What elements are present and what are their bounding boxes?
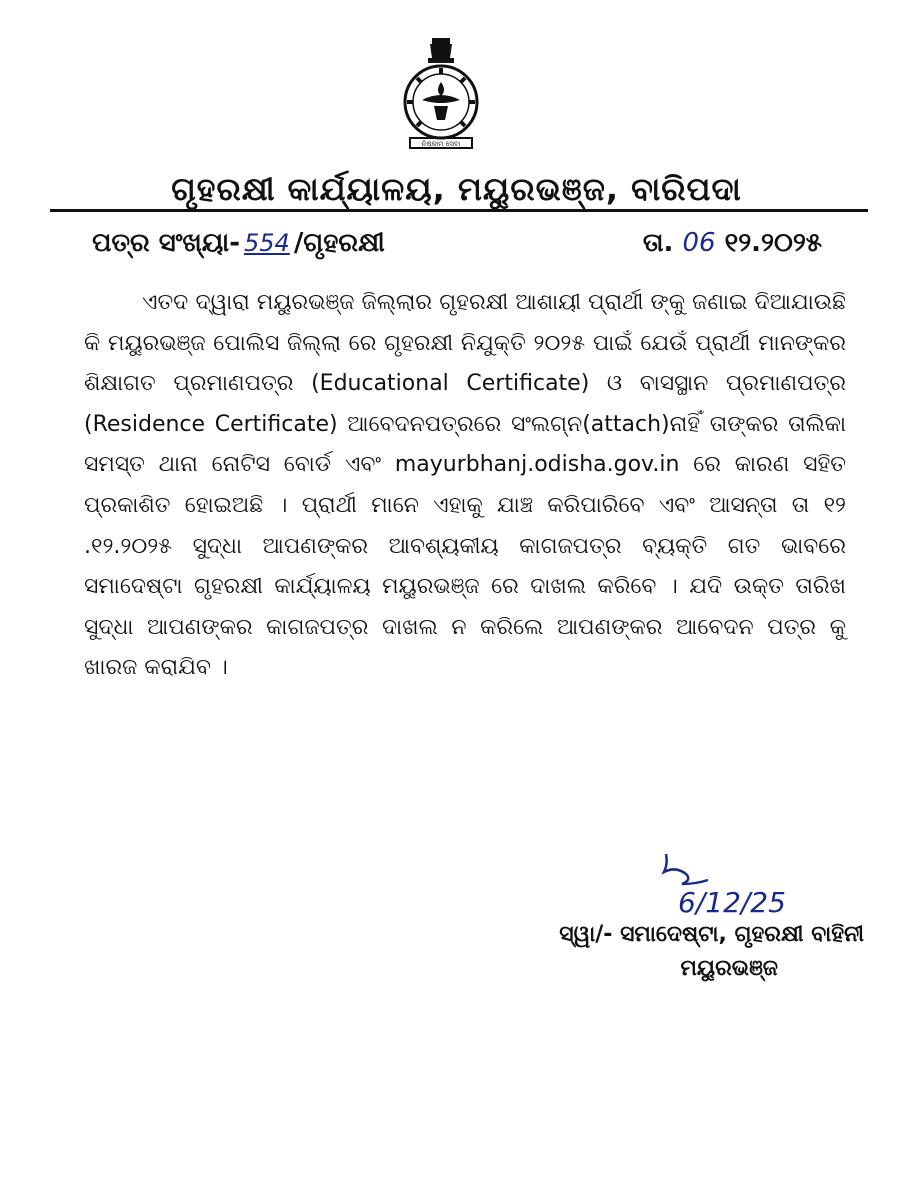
letter-date-rest: ୧୨.୨୦୨୫ <box>724 228 822 258</box>
reference-line <box>92 228 822 264</box>
letter-number <box>92 228 385 259</box>
letter-number-suffix: /ଗୃହରକ୍ଷୀ <box>293 228 385 258</box>
signatory-designation: ସ୍ୱା/- ସମାଦେଷ୍ଟା, ଗୃହରକ୍ଷୀ ବାହିନୀ <box>559 922 864 947</box>
letter-date-day: 06 <box>682 228 716 258</box>
letter-number-value: 554 <box>244 229 290 257</box>
signature <box>648 846 798 926</box>
emblem-motto: ନିଷ୍କାମ ସେବା <box>421 140 461 148</box>
office-title: ଗୃହରକ୍ଷୀ କାର୍ଯ୍ୟାଳୟ, ମୟୁରଭଞ୍ଜ, ବାରିପଦା <box>171 170 742 208</box>
letter-date-prefix: ତା. <box>642 228 674 258</box>
police-emblem-icon <box>386 34 496 156</box>
letter-date <box>643 228 822 259</box>
signature-date: 6/12/25 <box>678 886 786 919</box>
signatory-place: ମୟୁରଭଞ୍ଜ <box>680 956 778 981</box>
notice-paragraph: ଏତଦ ଦ୍ୱାରା ମୟୁରଭଞ୍ଜ ଜିଲ୍ଲାର ଗୃହରକ୍ଷୀ ଆଶାୟୀ ପ୍ରାର୍ଥୀ ଙ୍କୁ ଜଣାଇ ଦିଆଯାଉଛି କି ମୟୁରଭଞ୍ଜ ପୋଲିସ ଜିଲ୍ଲା ରେ ଗୃହରକ୍ଷୀ ନିଯୁକ୍ତି ୨୦୨୫ ପାଇଁ ଯେଉଁ ପ୍ରାର୍ଥୀ ମାନଙ୍କର ଶିକ୍ଷାଗତ ପ୍ରମାଣପତ୍ର (Educational Certificate) ଓ ବାସସ୍ଥାନ ପ୍ରମାଣପତ୍ର (Residence Certificate) ଆବେଦନପତ୍ରରେ ସଂଲଗ୍ନ(attach)ନାହିଁ ତାଙ୍କର ତାଲିକା ସମସ୍ତ ଥାନା ନୋଟିସ ବୋର୍ଡ ଏବଂ mayurbhanj.odisha.gov.in ରେ କାରଣ ସହିତ ପ୍ରକାଶିତ ହୋଇଅଛି । ପ୍ରାର୍ଥୀ ମାନେ ଏହାକୁ ଯାଞ୍ଚ କରିପାରିବେ ଏବଂ ଆସନ୍ତା ତା ୧୨ .୧୨.୨୦୨୫ ସୁଦ୍ଧା ଆପଣଙ୍କର ଆବଶ୍ୟକୀୟ କାଗଜପତ୍ର ବ୍ୟକ୍ତି ଗତ ଭାବରେ ସମାଦେଷ୍ଟା ଗୃହରକ୍ଷୀ କାର୍ଯ୍ୟାଳୟ ମୟୁରଭଞ୍ଜ ରେ ଦାଖଲ କରିବେ । ଯଦି ଉକ୍ତ ତାରିଖ ସୁଦ୍ଧା ଆପଣଙ୍କର କାଗଜପତ୍ର ଦାଖଲ ନ କରିଲେ ଆପଣଙ୍କର ଆବେଦନ ପତ୍ର କୁ ଖାରଜ କରାଯିବ । <box>84 290 846 681</box>
header-divider <box>50 209 868 212</box>
notice-body <box>84 283 846 689</box>
signatory-block <box>504 918 864 986</box>
letter-number-prefix: ପତ୍ର ସଂଖ୍ୟା- <box>92 228 240 258</box>
